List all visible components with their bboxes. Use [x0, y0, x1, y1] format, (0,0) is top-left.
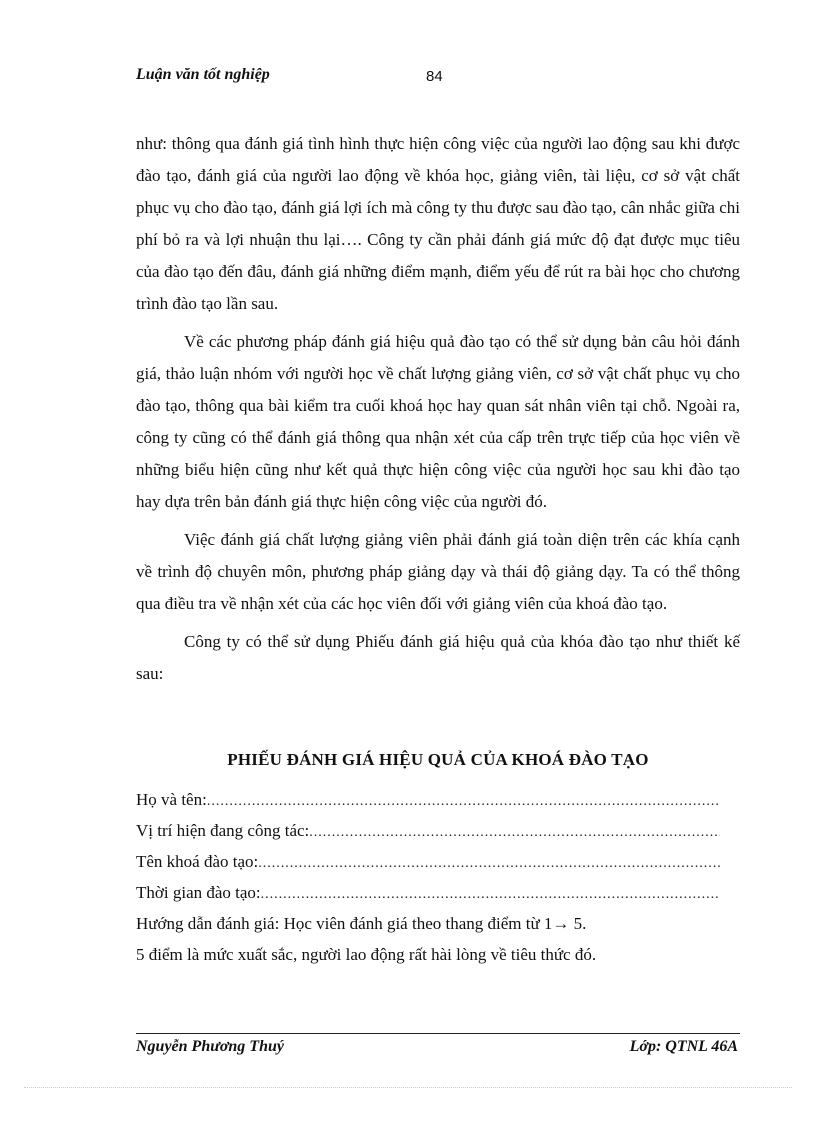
- form-field-label: Thời gian đào tạo:: [136, 883, 261, 902]
- form-field-position: [136, 815, 720, 846]
- paragraph-1: như: thông qua đánh giá tình hình thực hiện công việc của người lao động sau khi được đào tạo, đánh giá của người lao động về khóa học, giảng viên, tài liệu, cơ sở vật chất phục vụ cho đào tạo, đánh giá lợi ích mà công ty thu được sau đào tạo, cân nhắc giữa chi phí bỏ ra và lợi nhuận thu lại…. Công ty cần phải đánh giá mức độ đạt được mục tiêu của đào tạo đến đâu, đánh giá những điểm mạnh, điểm yếu để rút ra bài học cho chương trình đào tạo lần sau.: [136, 134, 740, 313]
- page-number: 84: [426, 68, 443, 85]
- page-bottom-border: [24, 1087, 792, 1088]
- body-text: [136, 128, 740, 696]
- footer-class: Lớp: QTNL 46A: [629, 1038, 738, 1055]
- footer-author: Nguyễn Phương Thuý: [136, 1038, 284, 1055]
- form-fields: [136, 784, 720, 970]
- footer-rule: [136, 1033, 740, 1034]
- page-header-title: Luận văn tốt nghiệp: [136, 66, 270, 83]
- paragraph-3: Việc đánh giá chất lượng giảng viên phải đánh giá toàn diện trên các khía cạnh về trình độ chuyên môn, phương pháp giảng dạy và thái độ giảng dạy. Ta có thể thông qua điều tra về nhận xét của các học viên đối với giảng viên của khoá đào tạo.: [136, 530, 740, 613]
- form-field-dots: [207, 786, 720, 817]
- form-title: PHIẾU ĐÁNH GIÁ HIỆU QUẢ CỦA KHOÁ ĐÀO TẠO: [227, 750, 649, 769]
- form-field-time: [136, 877, 720, 908]
- paragraph-4: Công ty có thể sử dụng Phiếu đánh giá hiệu quả của khóa đào tạo như thiết kế sau:: [136, 632, 740, 683]
- paragraph-2: Về các phương pháp đánh giá hiệu quả đào tạo có thể sử dụng bản câu hỏi đánh giá, thảo luận nhóm với người học về chất lượng giảng viên, cơ sở vật chất phục vụ cho đào tạo, thông qua bài kiểm tra cuối khoá học hay quan sát nhân viên tại chỗ. Ngoài ra, công ty cũng có thể đánh giá thông qua nhận xét của cấp trên trực tiếp của học viên về những biểu hiện cũng như kết quả thực hiện công việc của người học sau khi đào tạo hay dựa trên bản đánh giá thực hiện công việc của người đó.: [136, 332, 740, 511]
- form-instruction: Hướng dẫn đánh giá: Học viên đánh giá theo thang điểm từ 1→ 5.: [136, 914, 587, 933]
- form-field-label: Vị trí hiện đang công tác:: [136, 821, 310, 840]
- form-scale-note: 5 điểm là mức xuất sắc, người lao động rất hài lòng về tiêu thức đó.: [136, 945, 597, 964]
- form-field-label: Họ và tên:: [136, 790, 207, 809]
- form-field-name: [136, 784, 720, 815]
- form-field-course: [136, 846, 720, 877]
- form-field-dots: [309, 817, 720, 848]
- form-field-label: Tên khoá đào tạo:: [136, 852, 259, 871]
- form-field-dots: [261, 879, 720, 910]
- form-field-dots: [258, 848, 720, 879]
